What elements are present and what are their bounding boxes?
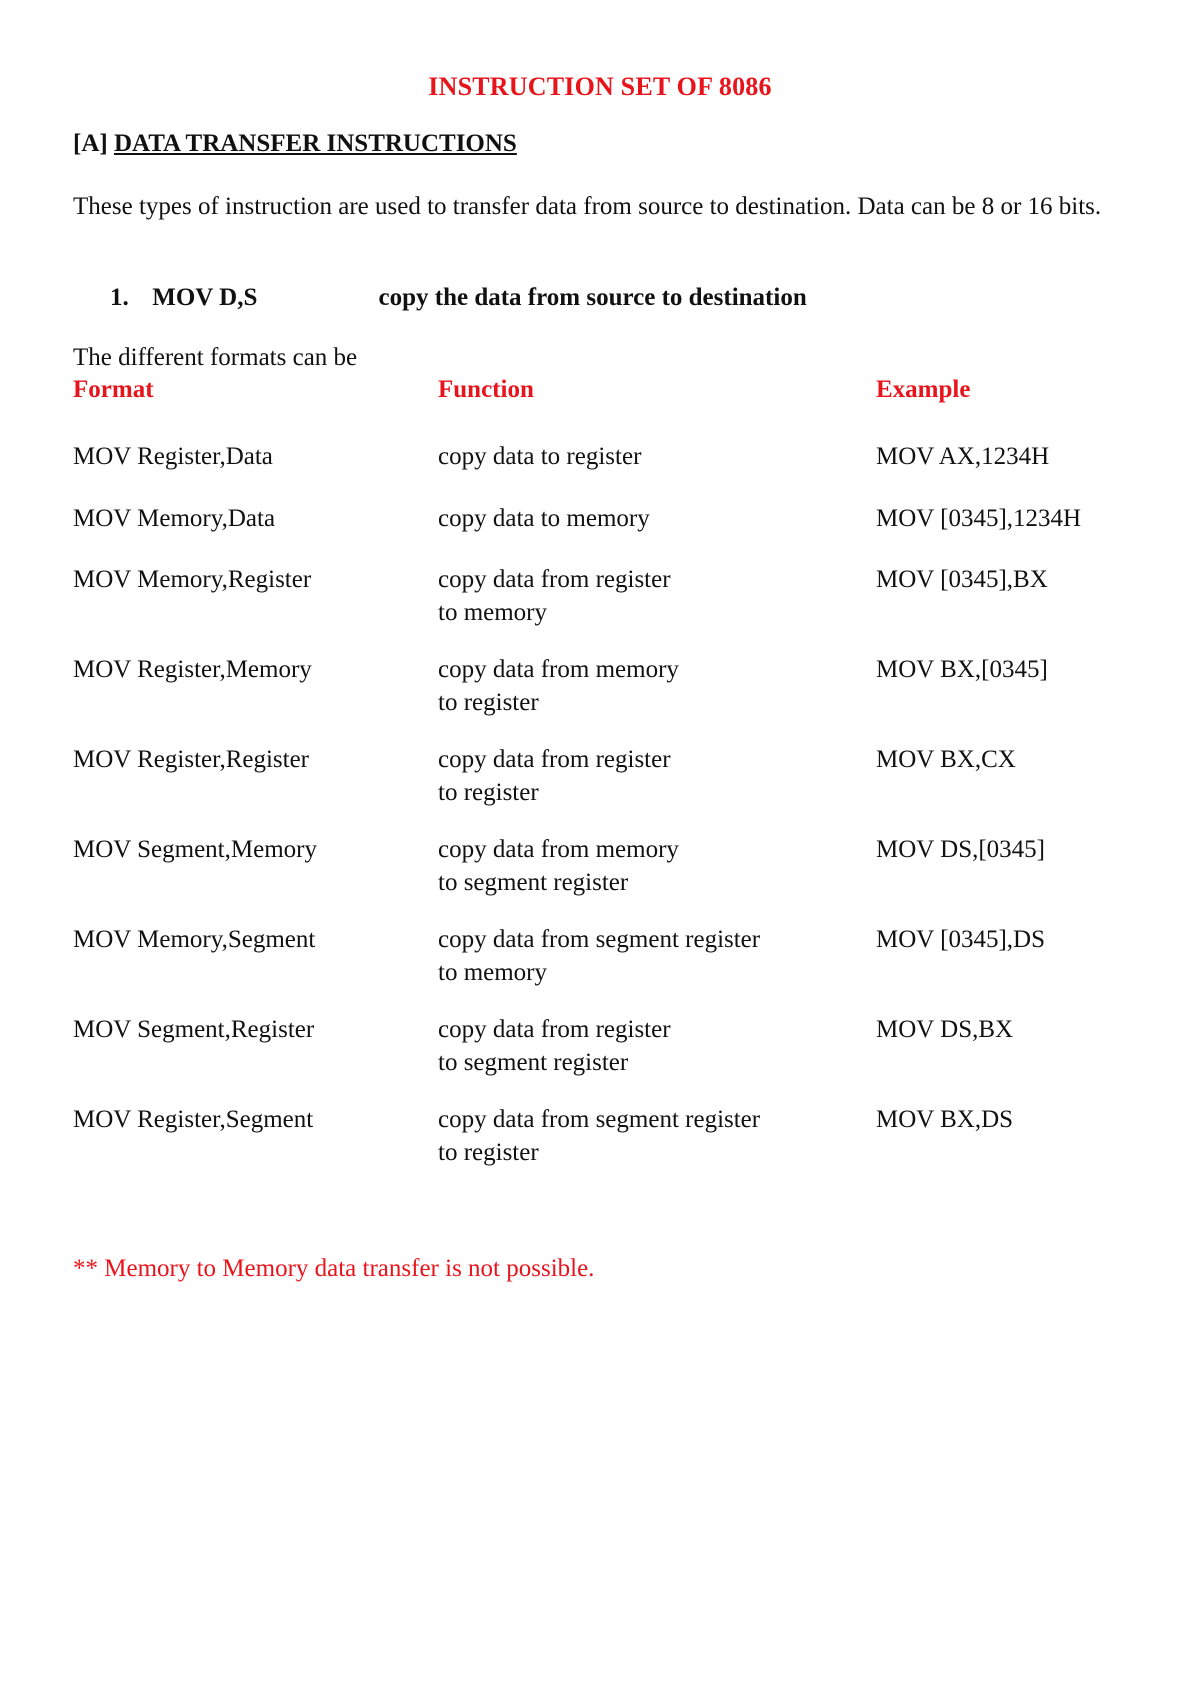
row-function-line1: copy data from memory bbox=[438, 656, 679, 683]
row-function bbox=[438, 653, 858, 719]
instruction-description: copy the data from source to destination bbox=[378, 284, 807, 311]
row-function-line1: copy data from register bbox=[438, 566, 671, 593]
row-function bbox=[438, 833, 858, 899]
row-format: MOV Memory,Data bbox=[73, 505, 276, 532]
section-marker: [A] bbox=[73, 130, 108, 157]
row-function bbox=[438, 923, 858, 989]
section-heading bbox=[73, 130, 517, 158]
row-function-line2: to register bbox=[438, 779, 539, 806]
row-function-line1: copy data from segment register bbox=[438, 1106, 761, 1133]
row-example: MOV [0345],BX bbox=[876, 566, 1048, 593]
row-function-line1: copy data to memory bbox=[438, 505, 650, 532]
note-text: ** Memory to Memory data transfer is not possible. bbox=[73, 1255, 595, 1282]
row-function bbox=[438, 743, 858, 809]
table-header bbox=[73, 376, 1173, 408]
intro-text: These types of instruction are used to transfer data from source to destination. Data can be 8 or 16 bits. bbox=[73, 193, 1102, 220]
instruction-number: 1. bbox=[110, 284, 129, 311]
instruction-item bbox=[110, 284, 807, 312]
table-row bbox=[73, 923, 1173, 993]
row-function bbox=[438, 1103, 858, 1169]
header-example: Example bbox=[876, 376, 971, 403]
row-example: MOV AX,1234H bbox=[876, 443, 1050, 470]
row-example: MOV [0345],1234H bbox=[876, 505, 1082, 532]
row-function-line1: copy data from register bbox=[438, 746, 671, 773]
row-format: MOV Register,Memory bbox=[73, 656, 312, 683]
row-format: MOV Segment,Register bbox=[73, 1016, 315, 1043]
row-format: MOV Register,Register bbox=[73, 746, 310, 773]
table-row bbox=[73, 1013, 1173, 1083]
page-title: INSTRUCTION SET OF 8086 bbox=[428, 72, 772, 101]
table-row bbox=[73, 502, 1173, 572]
header-function: Function bbox=[438, 376, 534, 403]
table-row bbox=[73, 743, 1173, 813]
instruction-name: MOV D,S bbox=[152, 284, 258, 311]
row-function-line2: to segment register bbox=[438, 869, 629, 896]
row-function-line1: copy data from memory bbox=[438, 836, 679, 863]
row-function bbox=[438, 502, 858, 535]
table-row bbox=[73, 440, 1173, 510]
row-example: MOV DS,[0345] bbox=[876, 836, 1045, 863]
row-format: MOV Register,Segment bbox=[73, 1106, 314, 1133]
row-function-line1: copy data from register bbox=[438, 1016, 671, 1043]
intro-paragraph bbox=[73, 188, 1133, 226]
row-format: MOV Register,Data bbox=[73, 443, 273, 470]
row-function-line2: to segment register bbox=[438, 1049, 629, 1076]
row-function bbox=[438, 440, 858, 473]
row-example: MOV DS,BX bbox=[876, 1016, 1014, 1043]
table-row bbox=[73, 653, 1173, 723]
row-function bbox=[438, 1013, 858, 1079]
row-example: MOV [0345],DS bbox=[876, 926, 1045, 953]
row-function-line2: to register bbox=[438, 1139, 539, 1166]
table-row bbox=[73, 563, 1173, 633]
row-function-line2: to memory bbox=[438, 599, 548, 626]
row-function bbox=[438, 563, 858, 629]
formats-label: The different formats can be bbox=[73, 344, 358, 371]
section-heading-text: DATA TRANSFER INSTRUCTIONS bbox=[113, 130, 517, 157]
row-function-line2: to memory bbox=[438, 959, 548, 986]
row-example: MOV BX,DS bbox=[876, 1106, 1014, 1133]
row-function-line1: copy data to register bbox=[438, 443, 642, 470]
row-example: MOV BX,[0345] bbox=[876, 656, 1048, 683]
header-format: Format bbox=[73, 376, 154, 403]
table-row bbox=[73, 833, 1173, 903]
row-format: MOV Segment,Memory bbox=[73, 836, 317, 863]
row-function-line2: to register bbox=[438, 689, 539, 716]
row-function-line1: copy data from segment register bbox=[438, 926, 761, 953]
table-row bbox=[73, 1103, 1173, 1173]
row-format: MOV Memory,Segment bbox=[73, 926, 316, 953]
row-example: MOV BX,CX bbox=[876, 746, 1016, 773]
row-format: MOV Memory,Register bbox=[73, 566, 312, 593]
